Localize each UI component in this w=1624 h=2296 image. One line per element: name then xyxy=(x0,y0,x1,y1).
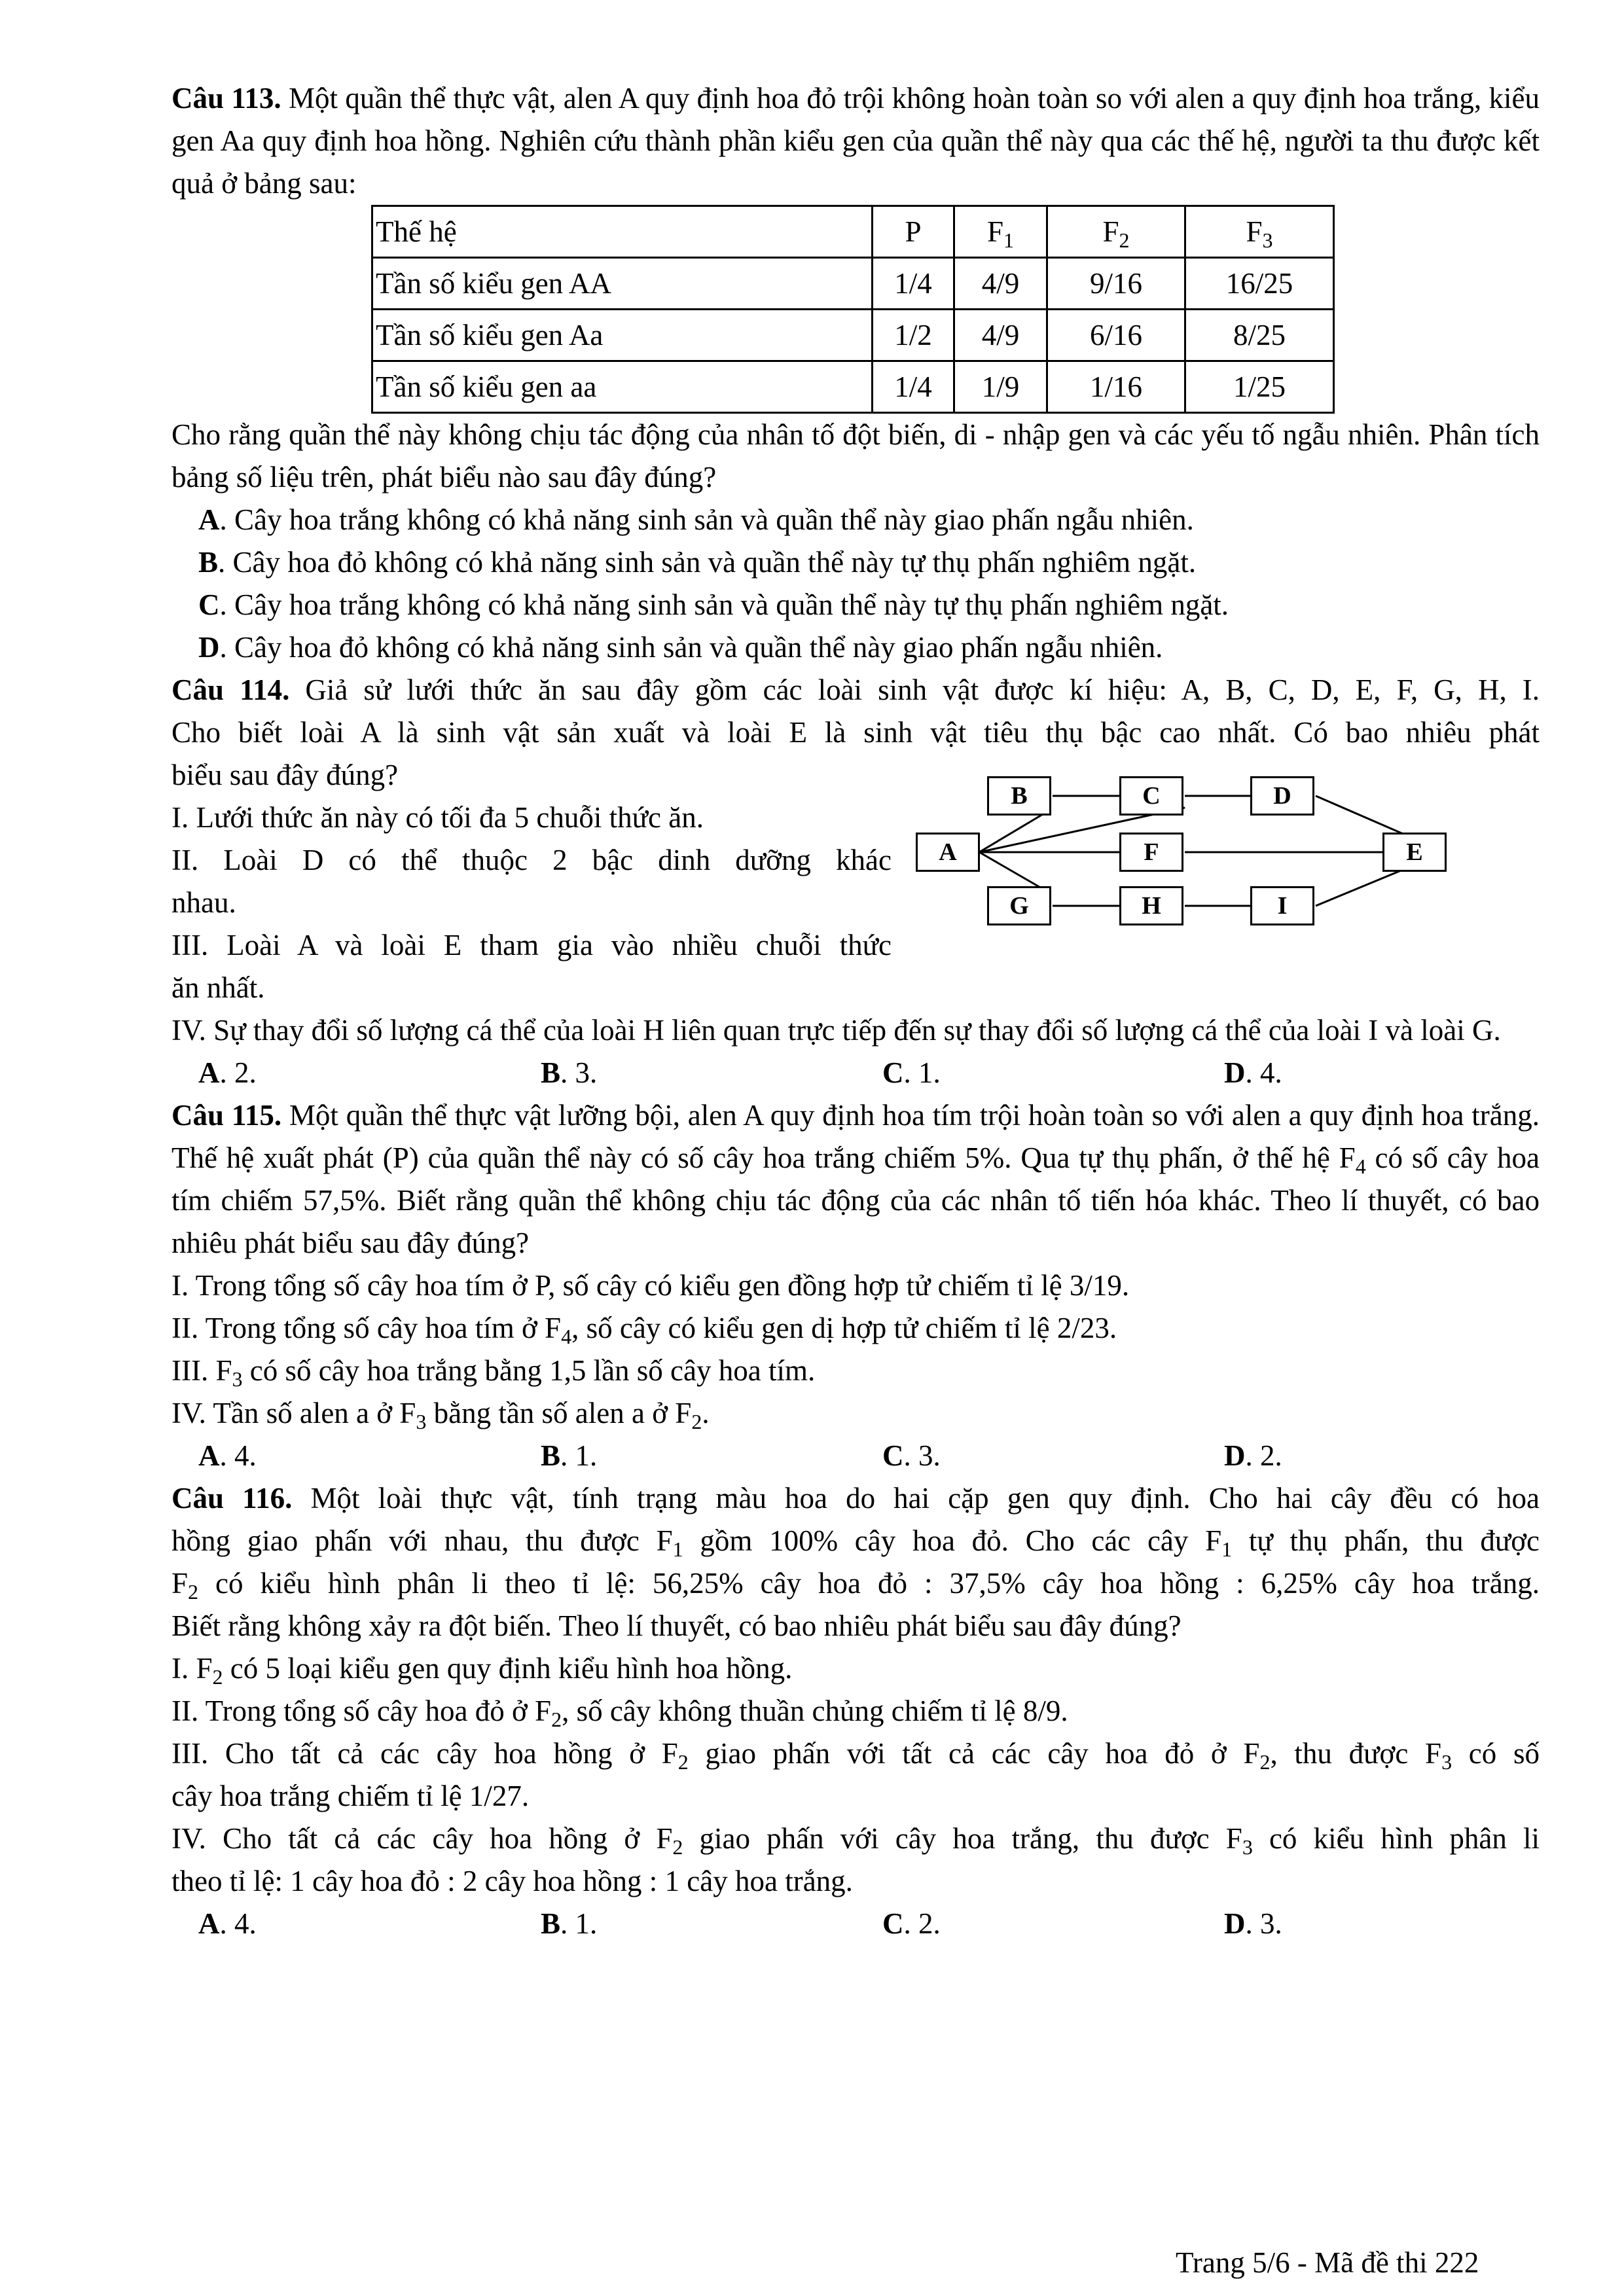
table-row xyxy=(372,310,1334,361)
node-b: B xyxy=(987,776,1051,816)
node-a: A xyxy=(916,833,980,872)
statement-2: II. Trong tổng số cây hoa đỏ ở $F_2$, số cây không thuần chủng chiếm tỉ lệ 8/9. xyxy=(171,1695,1068,1731)
table-cell: 9/16 xyxy=(1047,258,1185,310)
table-header-f2: $F_2$ xyxy=(1047,206,1185,258)
statement-2-cont: nhau. xyxy=(171,886,236,919)
answer-row xyxy=(171,1903,1540,1945)
option-d: D. Cây hoa đỏ không có khả năng sinh sản và quần thể này giao phấn ngẫu nhiên. xyxy=(198,631,1163,664)
table-cell: 4/9 xyxy=(954,258,1047,310)
table-header-f3: $F_3$ xyxy=(1185,206,1334,258)
table-header-row xyxy=(372,206,1334,258)
question-114 xyxy=(171,669,1540,1094)
table-cell: 4/9 xyxy=(954,310,1047,361)
answer-a: A. 2. xyxy=(198,1056,257,1089)
question-114-intro: Câu 114. Giả sử lưới thức ăn sau đây gồm các loài sinh vật được kí hiệu: A, B, C, D, E, F, G, H, I. xyxy=(171,673,1540,706)
table-cell: 16/25 xyxy=(1185,258,1334,310)
page-footer: Trang 5/6 - Mã đề thi 222 xyxy=(1176,2246,1479,2279)
genotype-frequency-table xyxy=(371,205,1335,414)
statement-2: II. Loài D có thể thuộc 2 bậc dinh dưỡng khác xyxy=(171,844,892,876)
question-114-body xyxy=(171,754,1540,1009)
question-116 xyxy=(171,1477,1540,1945)
statement-4: IV. Tần số alen a ở $F_3$ bằng tần số alen a ở $F_2$. xyxy=(171,1397,710,1433)
answer-d: D. 3. xyxy=(1224,1907,1282,1940)
option-c: C. Cây hoa trắng không có khả năng sinh sản và quần thể này tự thụ phấn nghiêm ngặt. xyxy=(198,588,1229,621)
node-d: D xyxy=(1250,776,1314,816)
question-116-line-3: $F_2$ có kiểu hình phân li theo tỉ lệ: 56,25% cây hoa đỏ : 37,5% cây hoa hồng : 6,25% cây hoa trắng. xyxy=(171,1567,1540,1604)
node-f: F xyxy=(1119,833,1183,872)
question-number: Câu 115. xyxy=(171,1099,282,1132)
node-g: G xyxy=(987,886,1051,925)
question-113-prompt: Cho rằng quần thể này không chịu tác động của nhân tố đột biến, di - nhập gen và các yếu tố ngẫu nhiên. Phân tích bảng số liệu trên, phát biểu nào sau đây đúng? xyxy=(171,418,1540,493)
statement-3-cont: ăn nhất. xyxy=(171,971,265,1004)
answer-row xyxy=(171,1435,1540,1477)
question-116-line-1: Câu 116. Một loài thực vật, tính trạng màu hoa do hai cặp gen quy định. Cho hai cây đều có hoa xyxy=(171,1482,1540,1515)
statement-3: III. Loài A và loài E tham gia vào nhiều chuỗi thức xyxy=(171,929,892,961)
question-114-intro-3: biểu sau đây đúng? xyxy=(171,759,399,791)
statement-1: I. $F_2$ có 5 loại kiểu gen quy định kiểu hình hoa hồng. xyxy=(171,1652,793,1689)
food-web-diagram xyxy=(912,754,1541,961)
table-row-label: Tần số kiểu gen aa xyxy=(372,361,873,413)
statement-1: I. Trong tổng số cây hoa tím ở P, số cây có kiểu gen đồng hợp tử chiếm tỉ lệ 3/19. xyxy=(171,1269,1130,1302)
question-number: Câu 116. xyxy=(171,1482,293,1515)
statement-1: I. Lưới thức ăn này có tối đa 5 chuỗi thức ăn. xyxy=(171,801,704,834)
answer-a: A. 4. xyxy=(198,1907,257,1940)
table-cell: 1/9 xyxy=(954,361,1047,413)
node-c: C xyxy=(1119,776,1183,816)
table-header-f1: $F_1$ xyxy=(954,206,1047,258)
answer-c: C. 3. xyxy=(882,1439,941,1472)
question-113 xyxy=(171,77,1540,669)
statement-4: IV. Cho tất cả các cây hoa hồng ở $F_2$ giao phấn với cây hoa trắng, thu được $F_3$ có kiểu hình phân li xyxy=(171,1822,1540,1859)
table-row xyxy=(372,361,1334,413)
question-115-intro: Câu 115. Một quần thể thực vật lưỡng bội, alen A quy định hoa tím trội hoàn toàn so với alen a quy định hoa trắng. Thế hệ xuất phát (P) của quần thể này có số cây hoa trắng chiếm 5%. Qua tự thụ phấn, ở thế hệ $F_4$ có số cây hoa tím chiếm 57,5%. Biết rằng quần thể không chịu tác động của các nhân tố tiến hóa khác. Theo lí thuyết, có bao nhiêu phát biểu sau đây đúng? xyxy=(171,1099,1540,1259)
statement-4-cont: theo tỉ lệ: 1 cây hoa đỏ : 2 cây hoa hồng : 1 cây hoa trắng. xyxy=(171,1865,853,1897)
table-row-label: Tần số kiểu gen AA xyxy=(372,258,873,310)
answer-c: C. 1. xyxy=(882,1056,941,1089)
answer-c: C. 2. xyxy=(882,1907,941,1940)
option-a: A. Cây hoa trắng không có khả năng sinh sản và quần thể này giao phấn ngẫu nhiên. xyxy=(198,503,1194,536)
table-cell: 1/2 xyxy=(873,310,954,361)
table-cell: 1/25 xyxy=(1185,361,1334,413)
option-b: B. Cây hoa đỏ không có khả năng sinh sản và quần thể này tự thụ phấn nghiêm ngặt. xyxy=(198,546,1197,579)
table-row xyxy=(372,258,1334,310)
arrow-a-b xyxy=(979,810,1051,852)
table-cell: 1/4 xyxy=(873,258,954,310)
statement-3-cont: cây hoa trắng chiếm tỉ lệ 1/27. xyxy=(171,1780,530,1812)
table-header-label: Thế hệ xyxy=(372,206,873,258)
statement-2: II. Trong tổng số cây hoa tím ở $F_4$, số cây có kiểu gen dị hợp tử chiếm tỉ lệ 2/23. xyxy=(171,1312,1117,1348)
question-116-line-4: Biết rằng không xảy ra đột biến. Theo lí thuyết, có bao nhiêu phát biểu sau đây đúng? xyxy=(171,1609,1182,1642)
statement-4: IV. Sự thay đổi số lượng cá thể của loài H liên quan trực tiếp đến sự thay đổi số lượng cá thể của loài I và loài G. xyxy=(171,1014,1501,1047)
table-cell: 1/4 xyxy=(873,361,954,413)
answer-b: B. 3. xyxy=(541,1056,598,1089)
answer-b: B. 1. xyxy=(541,1439,598,1472)
node-h: H xyxy=(1119,886,1183,925)
answer-row xyxy=(171,1052,1540,1094)
node-i: I xyxy=(1250,886,1314,925)
question-113-intro: Câu 113. Một quần thể thực vật, alen A quy định hoa đỏ trội không hoàn toàn so với alen a quy định hoa trắng, kiểu gen Aa quy định hoa hồng. Nghiên cứu thành phần kiểu gen của quần thể này qua các thế hệ, người ta thu được kết quả ở bảng sau: xyxy=(171,82,1540,200)
answer-b: B. 1. xyxy=(541,1907,598,1940)
table-header-p: P xyxy=(873,206,954,258)
table-row-label: Tần số kiểu gen Aa xyxy=(372,310,873,361)
question-116-line-2: hồng giao phấn với nhau, thu được $F_1$ gồm 100% cây hoa đỏ. Cho các cây $F_1$ tự thụ phấn, thu được xyxy=(171,1524,1540,1561)
table-cell: 1/16 xyxy=(1047,361,1185,413)
answer-a: A. 4. xyxy=(198,1439,257,1472)
question-115 xyxy=(171,1094,1540,1477)
statement-3: III. $F_3$ có số cây hoa trắng bằng 1,5 lần số cây hoa tím. xyxy=(171,1354,816,1391)
exam-page xyxy=(171,77,1540,1945)
question-number: Câu 114. xyxy=(171,673,290,706)
table-cell: 8/25 xyxy=(1185,310,1334,361)
node-e: E xyxy=(1382,833,1447,872)
table-cell: 6/16 xyxy=(1047,310,1185,361)
question-number: Câu 113. xyxy=(171,82,281,115)
answer-d: D. 2. xyxy=(1224,1439,1282,1472)
answer-d: D. 4. xyxy=(1224,1056,1282,1089)
question-114-intro-2: Cho biết loài A là sinh vật sản xuất và loài E là sinh vật tiêu thụ bậc cao nhất. Có bao nhiêu phát xyxy=(171,716,1540,749)
statement-3: III. Cho tất cả các cây hoa hồng ở $F_2$ giao phấn với tất cả các cây hoa đỏ ở $F_2$, thu được $F_3$ có số xyxy=(171,1737,1540,1774)
